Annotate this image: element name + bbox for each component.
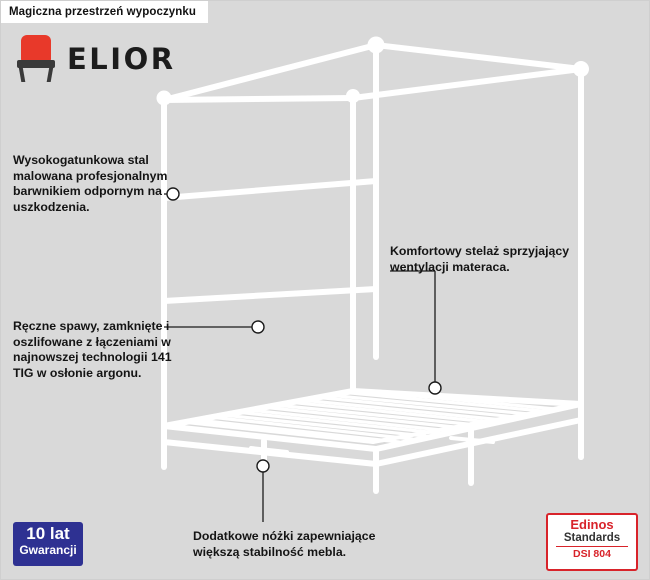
top-banner: Magiczna przestrzeń wypoczynku [1,1,208,23]
annotation-slat-frame: Komfortowy stelaż sprzyjający wentylacji materaca. [390,244,570,274]
edinos-divider [556,546,628,547]
annotation-steel-quality: Wysokogatunkowa stal malowana profesjonalnym barwnikiem odpornym na uszkodzenia. [13,153,168,214]
chair-back-shape [21,35,51,61]
chair-leg-left-shape [19,67,26,82]
edinos-name: Edinos [570,517,614,532]
edinos-standards-badge [546,513,638,571]
warranty-badge [13,522,83,566]
annotation-extra-legs: Dodatkowe nóżki zapewniające większą stabilność mebla. [193,529,376,559]
brand-logo [15,33,176,85]
circle-marker [429,382,441,394]
circle-marker [257,460,269,472]
chair-leg-right-shape [47,67,54,82]
edinos-standards-label: Standards [563,532,621,544]
warranty-label: Gwarancji [19,543,77,557]
callout-overlay [1,1,650,580]
red-armchair-icon [15,33,59,85]
brand-name: ELIOR [67,42,176,76]
warranty-years: 10 lat [26,524,70,543]
annotation-welds: Ręczne spawy, zamknięte i oszlifowane z łączeniami w najnowszej technologii 141 TIG w osłonie argonu. [13,319,172,380]
circle-marker [252,321,264,333]
edinos-code: DSI 804 [573,548,611,560]
